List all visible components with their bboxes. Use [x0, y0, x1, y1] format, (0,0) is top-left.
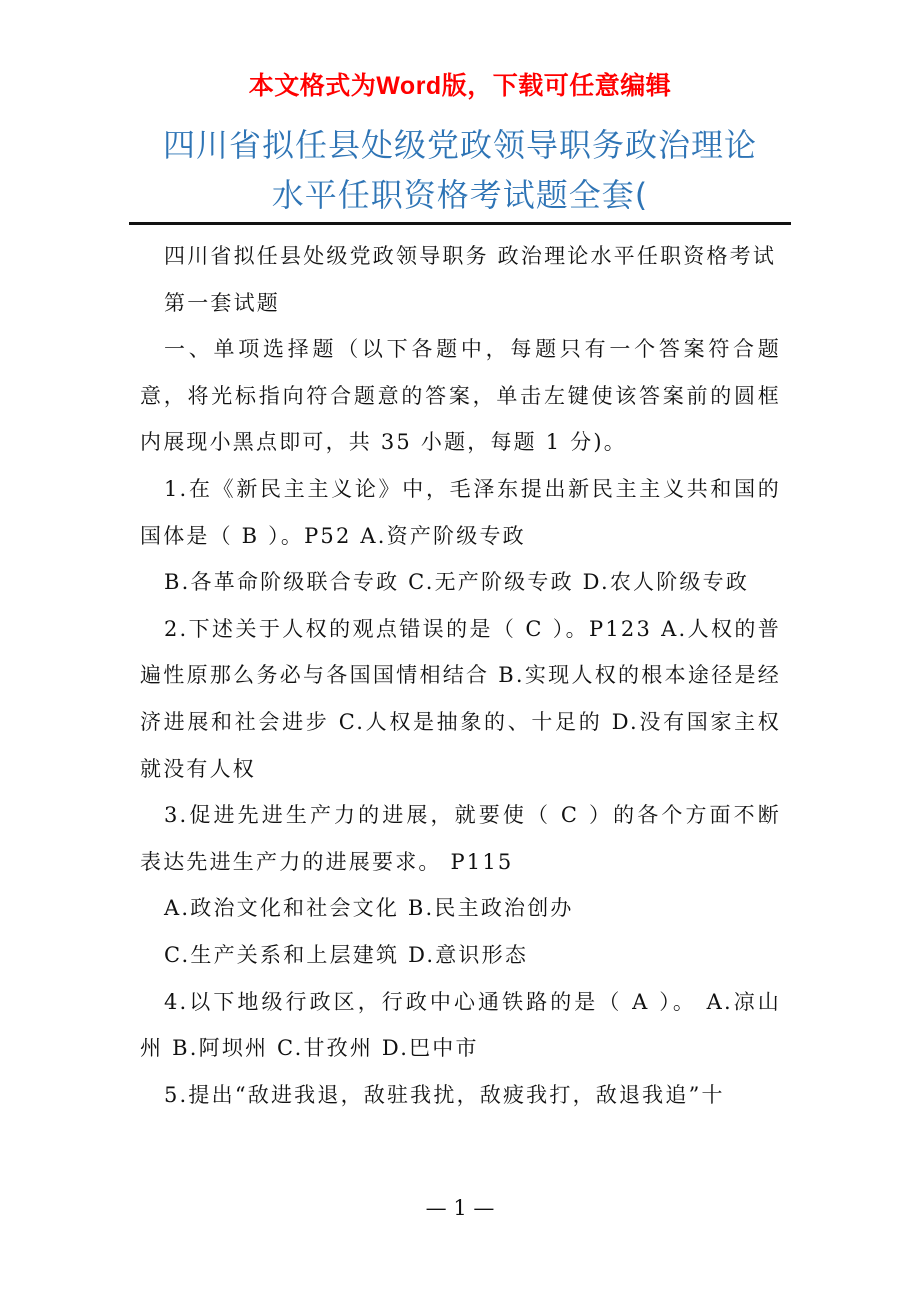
question-3-options-ab: A.政治文化和社会文化 B.民主政治创办 — [164, 896, 574, 921]
section-instructions: 一、单项选择题（以下各题中，每题只有一个答案符合题意，将光标指向符合题意的答案，单击左键使该答案前的圆框内展现小黑点即可，共 35 小题，每题 1 分)。 — [140, 337, 781, 455]
question-2: 2.下述关于人权的观点错误的是（ C ）。P123 A.人权的普遍性原那么务必与各国国情相结合 B.实现人权的根本途径是经济进展和社会进步 C.人权是抽象的、十足的 D.没有国家主权就没有人权 — [140, 616, 781, 781]
set-heading: 第一套试题 — [164, 290, 280, 315]
document-title — [130, 120, 790, 220]
editable-notice-banner: 本文格式为Word版，下载可任意编辑 — [248, 72, 672, 100]
document-body — [140, 233, 781, 1118]
question-1: 1.在《新民主主义论》中，毛泽东提出新民主主义共和国的国体是（ B ）。P52 A.资产阶级专政 — [140, 476, 781, 548]
title-line-1: 四川省拟任县处级党政领导职务政治理论 — [162, 126, 757, 164]
question-4: 4.以下地级行政区，行政中心通铁路的是（ A ）。 A.凉山州 B.阿坝州 C.甘孜州 D.巴中市 — [140, 989, 781, 1061]
question-3-options-cd: C.生产关系和上层建筑 D.意识形态 — [164, 942, 529, 967]
title-line-2: 水平任职资格考试题全套( — [271, 176, 649, 214]
title-divider — [129, 222, 791, 225]
question-3: 3.促进先进生产力的进展，就要使（ C ）的各个方面不断表达先进生产力的进展要求。 P115 — [140, 803, 781, 874]
question-5: 5.提出“敌进我退，敌驻我扰，敌疲我打，敌退我追”十 — [164, 1082, 725, 1107]
question-1-options: B.各革命阶级联合专政 C.无产阶级专政 D.农人阶级专政 — [164, 570, 750, 595]
page-number: — 1 — — [425, 1196, 495, 1220]
intro-paragraph: 四川省拟任县处级党政领导职务 政治理论水平任职资格考试 — [164, 244, 777, 268]
